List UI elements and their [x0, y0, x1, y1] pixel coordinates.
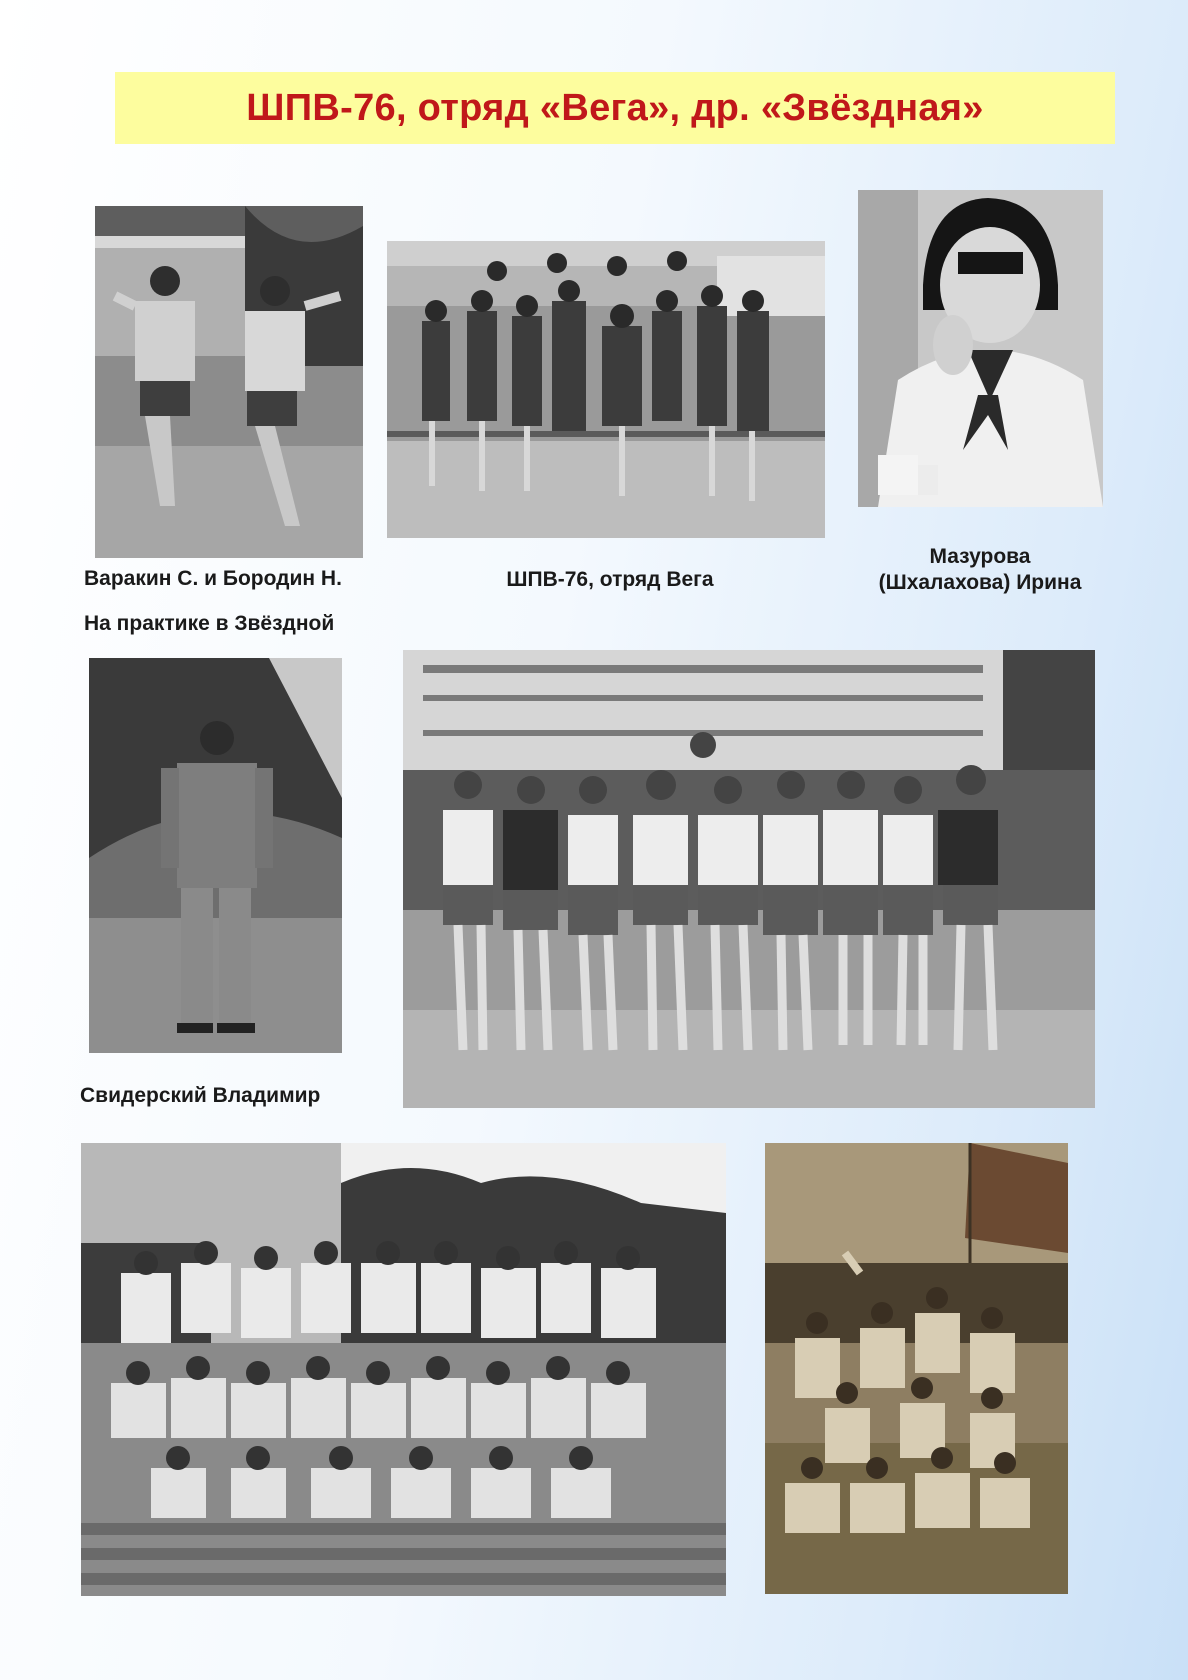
photo-group-stairs — [81, 1143, 726, 1596]
photo-mazurova — [858, 190, 1103, 507]
caption-practice: На практике в Звёздной — [84, 612, 335, 635]
page-title: ШПВ-76, отряд «Вега», др. «Звёздная» — [246, 86, 984, 129]
photo-sepia-flag — [765, 1143, 1068, 1594]
caption-sviderskiy: Свидерский Владимир — [80, 1084, 321, 1107]
caption-varakin-borodin: Варакин С. и Бородин Н. — [84, 567, 342, 590]
photo-group-vega — [387, 241, 825, 538]
caption-mazurova-line1: Мазурова — [929, 545, 1031, 568]
title-banner — [115, 72, 1115, 144]
caption-mazurova-line2: (Шхалахова) Ирина — [878, 571, 1082, 594]
photo-sviderskiy — [89, 658, 342, 1053]
caption-group-vega: ШПВ-76, отряд Вега — [506, 568, 714, 591]
photo-group-building — [403, 650, 1095, 1108]
photo-varakin-borodin — [95, 206, 363, 558]
